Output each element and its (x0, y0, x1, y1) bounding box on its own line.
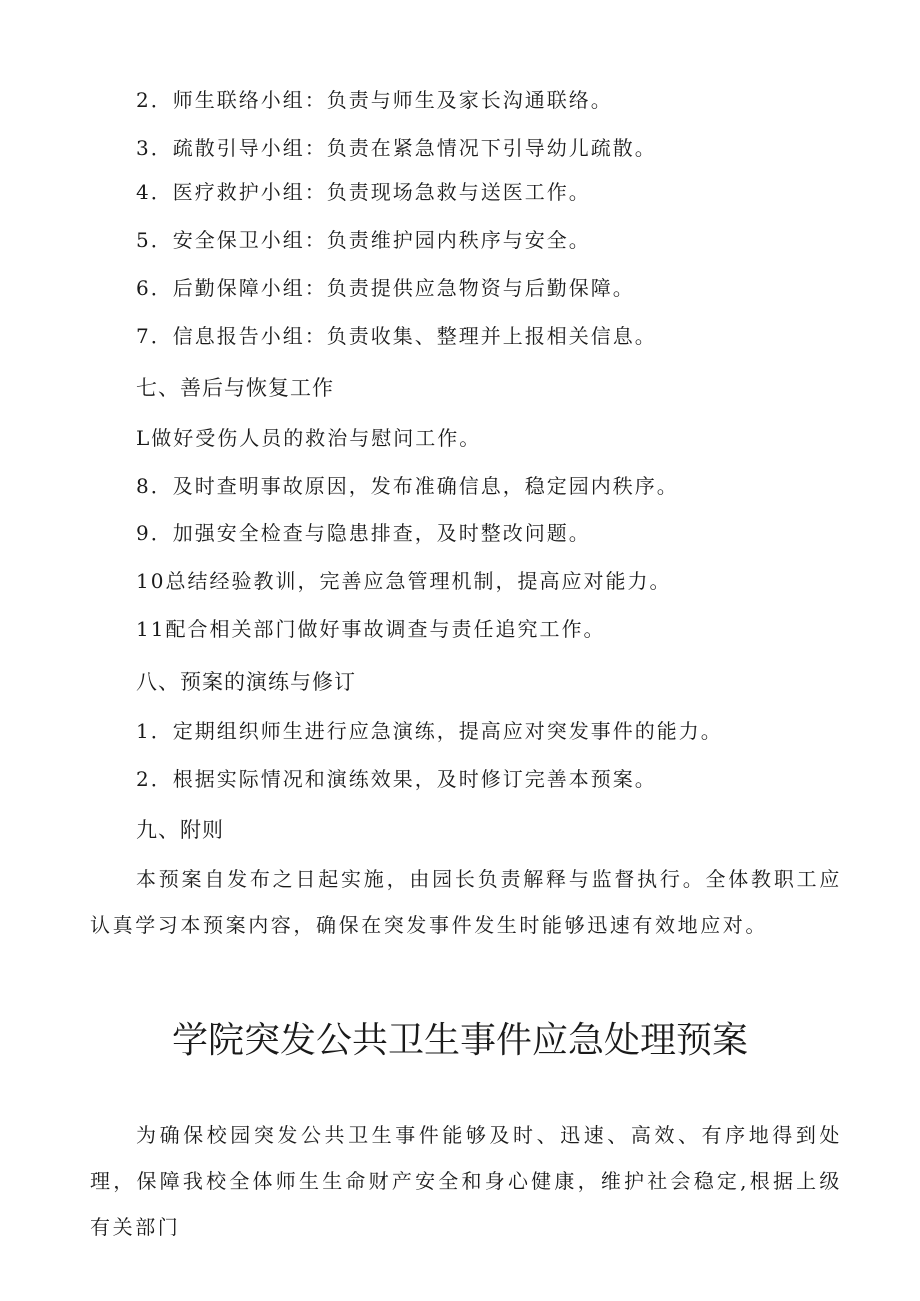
section-heading: 八、预案的演练与修订 (136, 670, 356, 694)
list-item: 3．疏散引导小组：负责在紧急情况下引导幼儿疏散。 (136, 136, 657, 160)
document-title: 学院突发公共卫生事件应急处理预案 (171, 1020, 748, 1061)
list-item: 2．师生联络小组：负责与师生及家长沟通联络。 (136, 88, 613, 112)
list-item: 4．医疗救护小组：负责现场急救与送医工作。 (136, 180, 591, 204)
list-item: 6．后勤保障小组：负责提供应急物资与后勤保障。 (136, 276, 635, 300)
section-heading: 七、善后与恢复工作 (136, 376, 334, 400)
list-item: 2．根据实际情况和演练效果，及时修订完善本预案。 (136, 767, 657, 791)
list-item: 9．加强安全检查与隐患排查，及时整改问题。 (136, 521, 591, 545)
list-item: 1．定期组织师生进行应急演练，提高应对突发事件的能力。 (136, 719, 723, 743)
list-item: 10总结经验教训，完善应急管理机制，提高应对能力。 (136, 569, 672, 593)
list-item: 11配合相关部门做好事故调查与责任追究工作。 (136, 617, 606, 641)
list-item: L做好受伤人员的救治与慰问工作。 (136, 426, 482, 450)
section-heading: 九、附则 (136, 818, 224, 842)
list-item: 5．安全保卫小组：负责维护园内秩序与安全。 (136, 228, 591, 252)
body-paragraph: 本预案自发布之日起实施，由园长负责解释与监督执行。全体教职工应认真学习本预案内容，确保在突发事件发生时能够迅速有效地应对。 (90, 867, 842, 937)
intro-paragraph: 为确保校园突发公共卫生事件能够及时、迅速、高效、有序地得到处理，保障我校全体师生生命财产安全和身心健康，维护社会稳定,根据上级有关部门 (90, 1123, 842, 1239)
list-item: 8．及时查明事故原因，发布准确信息，稳定园内秩序。 (136, 474, 679, 498)
list-item: 7．信息报告小组：负责收集、整理并上报相关信息。 (136, 324, 657, 348)
